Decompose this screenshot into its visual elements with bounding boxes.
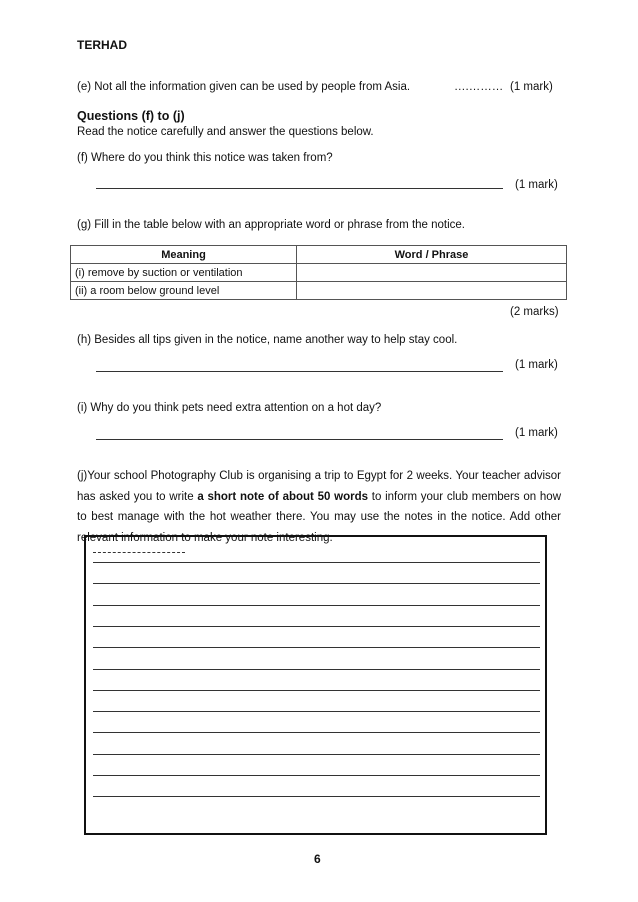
question-i-text: (i) Why do you think pets need extra attention on a hot day? — [77, 402, 382, 414]
writing-answer-box[interactable] — [84, 535, 547, 835]
section-instruction: Read the notice carefully and answer the questions below. — [77, 126, 374, 138]
question-e-blank: ….……… — [454, 81, 504, 93]
section-heading: Questions (f) to (j) — [77, 109, 185, 123]
question-g-mark: (2 marks) — [510, 306, 559, 318]
meaning-cell: (ii) a room below ground level — [71, 282, 297, 300]
meaning-cell: (i) remove by suction or ventilation — [71, 264, 297, 282]
writing-line[interactable] — [93, 711, 540, 712]
classification-label: TERHAD — [77, 38, 127, 52]
table-row — [71, 282, 567, 300]
question-j-emphasis: a short note of about 50 words — [197, 490, 369, 503]
question-e-text: (e) Not all the information given can be used by people from Asia. — [77, 81, 411, 93]
question-j-text-part2: to inform your club members on how to best manage with the hot weather there. You may use the notes in the notice. Add other relevant information to make your note interesting. — [77, 490, 562, 544]
writing-line[interactable] — [93, 626, 540, 627]
table-row — [71, 264, 567, 282]
writing-line[interactable] — [93, 647, 540, 648]
question-h-mark: (1 mark) — [515, 359, 558, 371]
question-g-text: (g) Fill in the table below with an appropriate word or phrase from the notice. — [77, 219, 466, 231]
writing-line[interactable] — [93, 690, 540, 691]
question-f-answer-line[interactable] — [96, 188, 503, 189]
table-header-row — [71, 246, 567, 264]
writing-line[interactable] — [93, 605, 540, 606]
writing-line[interactable] — [93, 732, 540, 733]
question-j-text-part1: (j)Your school Photography Club is organising a trip to Egypt for 2 weeks. Your teacher advisor has asked you to write — [77, 470, 561, 503]
dashed-heading-line — [93, 552, 185, 553]
question-e-mark: (1 mark) — [510, 81, 553, 93]
answer-cell[interactable] — [297, 264, 567, 282]
writing-line[interactable] — [93, 669, 540, 670]
word-phrase-table — [70, 245, 567, 300]
word-phrase-header: Word / Phrase — [297, 246, 567, 264]
writing-line[interactable] — [93, 562, 540, 563]
question-h-text: (h) Besides all tips given in the notice, name another way to help stay cool. — [77, 334, 458, 346]
question-h-answer-line[interactable] — [96, 371, 503, 372]
meaning-header: Meaning — [71, 246, 297, 264]
writing-line[interactable] — [93, 775, 540, 776]
question-i-answer-line[interactable] — [96, 439, 503, 440]
writing-line[interactable] — [93, 754, 540, 755]
answer-cell[interactable] — [297, 282, 567, 300]
writing-line[interactable] — [93, 583, 540, 584]
page-number: 6 — [314, 852, 321, 866]
question-i-mark: (1 mark) — [515, 427, 558, 439]
question-f-text: (f) Where do you think this notice was taken from? — [77, 152, 333, 164]
writing-line[interactable] — [93, 796, 540, 797]
question-f-mark: (1 mark) — [515, 179, 558, 191]
